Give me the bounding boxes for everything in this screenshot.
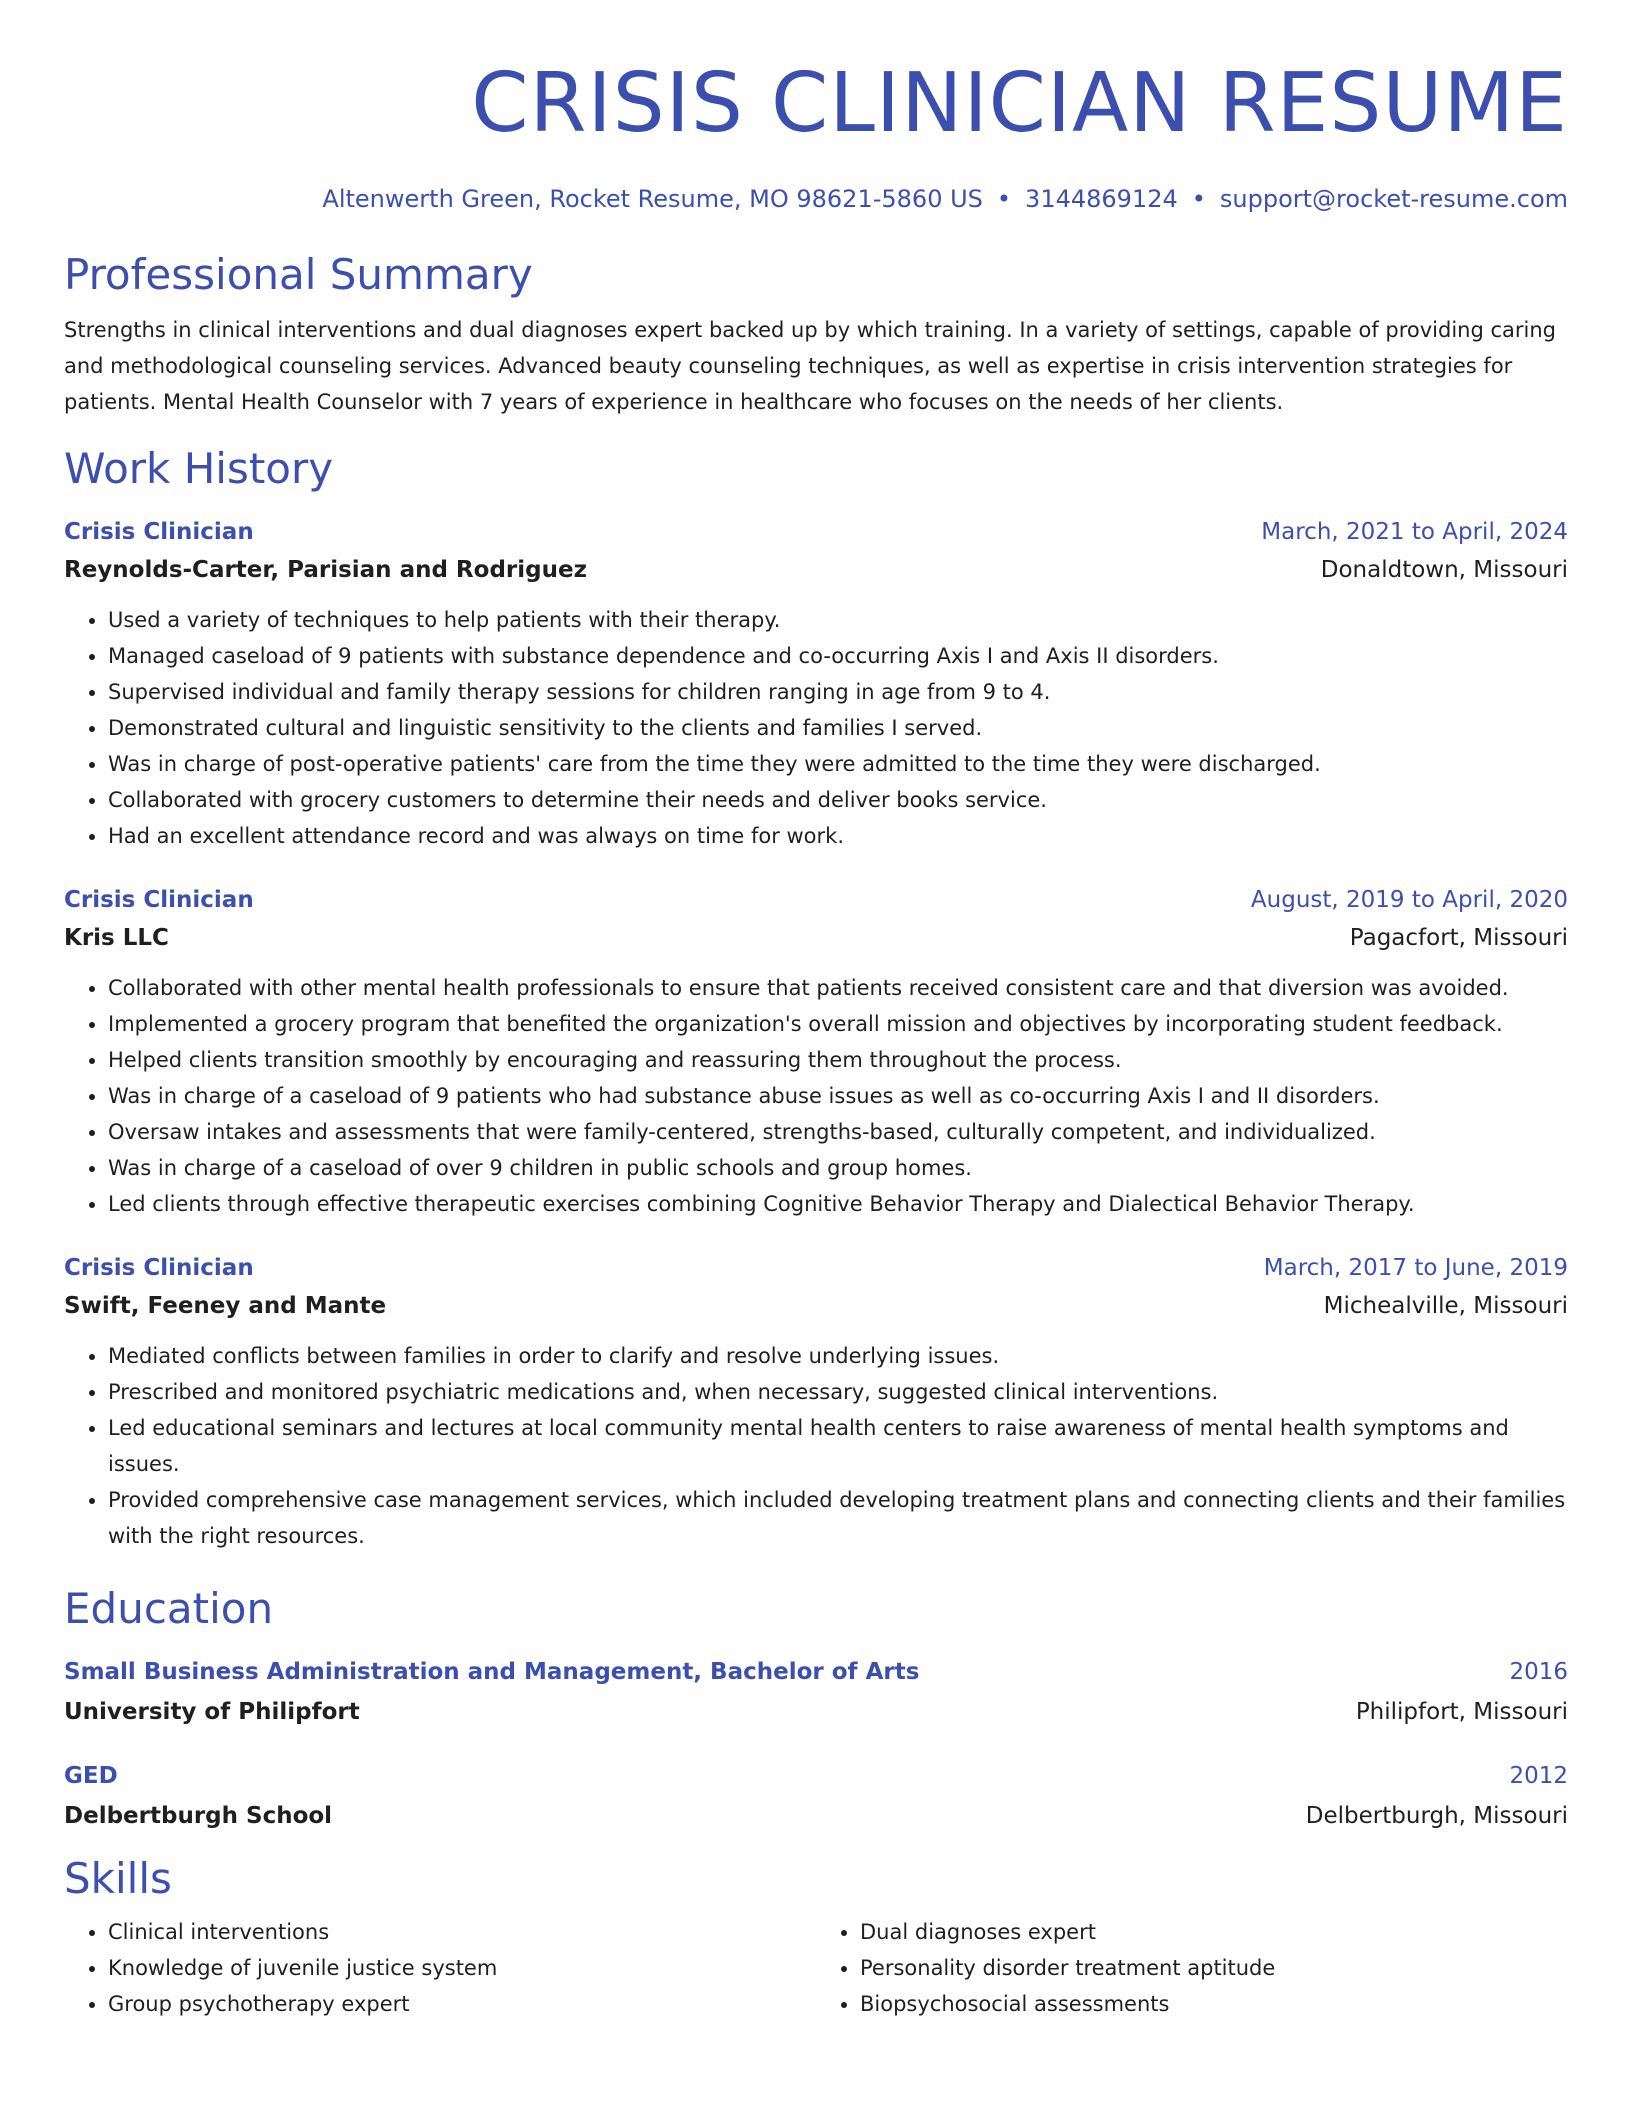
job-location: Pagacfort, Missouri bbox=[1349, 925, 1568, 951]
list-item: • Managed caseload of 9 patients with substance dependence and co-occurring Axis I and Axis II disorders. bbox=[108, 638, 1568, 674]
job-title: Crisis Clinician bbox=[64, 519, 254, 545]
list-item: • Provided comprehensive case management services, which included developing treatment plans and connecting clients and their families with the right resources. bbox=[108, 1482, 1568, 1554]
job-entry bbox=[64, 516, 1568, 854]
education-location: Delbertburgh, Missouri bbox=[1305, 1803, 1568, 1829]
skills-columns bbox=[64, 1914, 1568, 2022]
contact-line bbox=[64, 184, 1568, 214]
contact-email: support@rocket-resume.com bbox=[1219, 185, 1568, 213]
job-bullets bbox=[64, 602, 1568, 854]
skills-section bbox=[64, 1854, 1568, 2022]
education-heading: Education bbox=[64, 1584, 274, 1633]
education-year: 2016 bbox=[1509, 1659, 1568, 1685]
list-item: • Was in charge of a caseload of 9 patients who had substance abuse issues as well as co-occurring Axis I and II disorders. bbox=[108, 1078, 1568, 1114]
list-item: • Demonstrated cultural and linguistic sensitivity to the clients and families I served. bbox=[108, 710, 1568, 746]
job-location: Michealville, Missouri bbox=[1323, 1293, 1568, 1319]
list-item: • Collaborated with grocery customers to determine their needs and deliver books service. bbox=[108, 782, 1568, 818]
education-degree-row bbox=[64, 1656, 1568, 1688]
education-school: Delbertburgh School bbox=[64, 1803, 333, 1829]
list-item: • Used a variety of techniques to help patients with their therapy. bbox=[108, 602, 1568, 638]
education-entry bbox=[64, 1656, 1568, 1728]
list-item: • Was in charge of a caseload of over 9 children in public schools and group homes. bbox=[108, 1150, 1568, 1186]
list-item: • Mediated conflicts between families in order to clarify and resolve underlying issues. bbox=[108, 1338, 1568, 1374]
education-degree: Small Business Administration and Management, Bachelor of Arts bbox=[64, 1659, 920, 1685]
education-section bbox=[64, 1584, 1568, 1832]
job-dates: August, 2019 to April, 2020 bbox=[1250, 887, 1568, 913]
job-title: Crisis Clinician bbox=[64, 1255, 254, 1281]
education-degree: GED bbox=[64, 1763, 118, 1789]
list-item: • Group psychotherapy expert bbox=[108, 1986, 816, 2022]
job-title-row bbox=[64, 516, 1568, 548]
education-school-row bbox=[64, 1800, 1568, 1832]
job-title-row bbox=[64, 1252, 1568, 1284]
job-title-row bbox=[64, 884, 1568, 916]
list-item: • Supervised individual and family therapy sessions for children ranging in age from 9 to 4. bbox=[108, 674, 1568, 710]
contact-address: Altenwerth Green, Rocket Resume, MO 98621-5860 US bbox=[322, 185, 983, 213]
job-entry bbox=[64, 1252, 1568, 1554]
list-item: • Led clients through effective therapeutic exercises combining Cognitive Behavior Therapy and Dialectical Behavior Therapy. bbox=[108, 1186, 1568, 1222]
skills-heading: Skills bbox=[64, 1854, 172, 1903]
job-dates: March, 2017 to June, 2019 bbox=[1263, 1255, 1568, 1281]
job-dates: March, 2021 to April, 2024 bbox=[1261, 519, 1568, 545]
education-degree-row bbox=[64, 1760, 1568, 1792]
list-item: • Had an excellent attendance record and was always on time for work. bbox=[108, 818, 1568, 854]
contact-separator: • bbox=[996, 185, 1012, 213]
contact-phone: 3144869124 bbox=[1025, 185, 1178, 213]
skills-list-left bbox=[64, 1914, 816, 2022]
job-company-row bbox=[64, 1290, 1568, 1322]
resume-page bbox=[64, 0, 1568, 2022]
list-item: • Dual diagnoses expert bbox=[860, 1914, 1568, 1950]
contact-separator: • bbox=[1191, 185, 1206, 213]
job-bullets bbox=[64, 970, 1568, 1222]
education-location: Philipfort, Missouri bbox=[1355, 1699, 1568, 1725]
list-item: • Personality disorder treatment aptitude bbox=[860, 1950, 1568, 1986]
list-item: • Helped clients transition smoothly by encouraging and reassuring them throughout the process. bbox=[108, 1042, 1568, 1078]
job-bullets bbox=[64, 1338, 1568, 1554]
skills-list-right bbox=[816, 1914, 1568, 2022]
job-entry bbox=[64, 884, 1568, 1222]
list-item: • Biopsychosocial assessments bbox=[860, 1986, 1568, 2022]
work-heading: Work History bbox=[64, 444, 334, 493]
job-company: Swift, Feeney and Mante bbox=[64, 1293, 387, 1319]
job-company-row bbox=[64, 922, 1568, 954]
list-item: • Was in charge of post-operative patients' care from the time they were admitted to the time they were discharged. bbox=[108, 746, 1568, 782]
education-school: University of Philipfort bbox=[64, 1699, 360, 1725]
summary-section bbox=[64, 250, 1568, 420]
list-item: • Clinical interventions bbox=[108, 1914, 816, 1950]
summary-heading: Professional Summary bbox=[64, 250, 533, 299]
education-entry bbox=[64, 1760, 1568, 1832]
list-item: • Oversaw intakes and assessments that were family-centered, strengths-based, culturally competent, and individualized. bbox=[108, 1114, 1568, 1150]
summary-text: Strengths in clinical interventions and dual diagnoses expert backed up by which training. In a variety of settings, capable of providing caring and methodological counseling services. Advanced beauty counseling techniques, as well as expertise in crisis intervention strategies for patients. Mental Health Counselor with 7 years of experience in healthcare who focuses on the needs of her clients. bbox=[64, 318, 1557, 414]
job-company: Reynolds-Carter, Parisian and Rodriguez bbox=[64, 557, 587, 583]
list-item: • Led educational seminars and lectures at local community mental health centers to raise awareness of mental health symptoms and issues. bbox=[108, 1410, 1568, 1482]
education-year: 2012 bbox=[1509, 1763, 1568, 1789]
job-company: Kris LLC bbox=[64, 925, 169, 951]
list-item: • Implemented a grocery program that benefited the organization's overall mission and objectives by incorporating student feedback. bbox=[108, 1006, 1568, 1042]
list-item: • Prescribed and monitored psychiatric medications and, when necessary, suggested clinical interventions. bbox=[108, 1374, 1568, 1410]
list-item: • Collaborated with other mental health professionals to ensure that patients received consistent care and that diversion was avoided. bbox=[108, 970, 1568, 1006]
resume-title: CRISIS CLINICIAN RESUME bbox=[471, 56, 1568, 151]
education-school-row bbox=[64, 1696, 1568, 1728]
job-location: Donaldtown, Missouri bbox=[1320, 557, 1568, 583]
list-item: • Knowledge of juvenile justice system bbox=[108, 1950, 816, 1986]
job-title: Crisis Clinician bbox=[64, 887, 254, 913]
work-section bbox=[64, 444, 1568, 1554]
job-company-row bbox=[64, 554, 1568, 586]
